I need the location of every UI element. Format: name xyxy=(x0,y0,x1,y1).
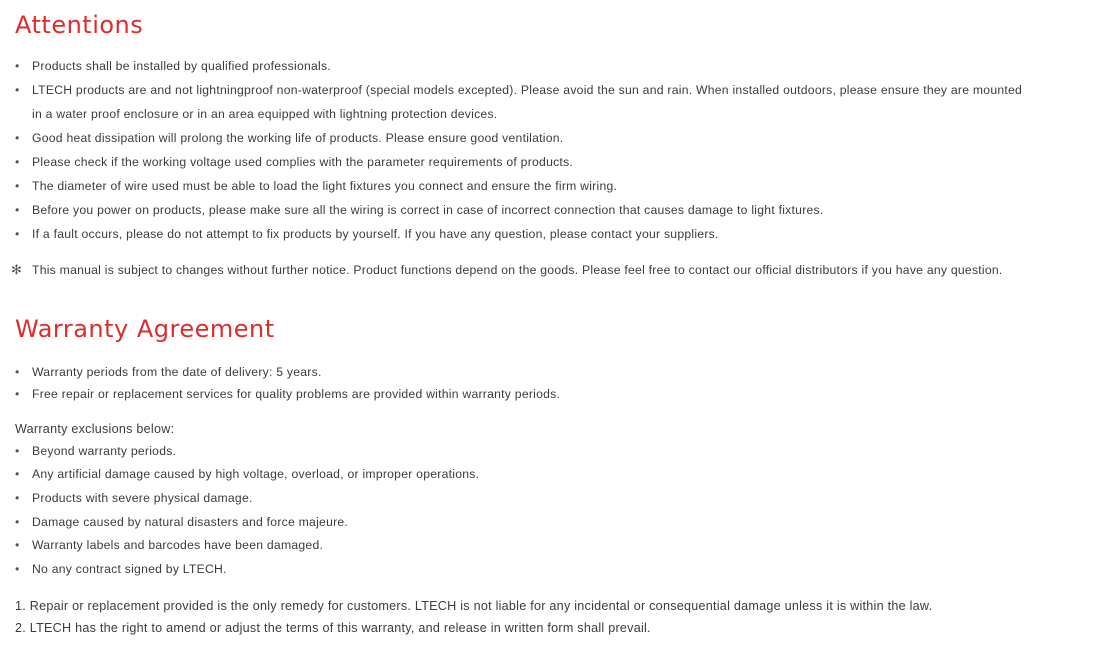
attention-item-text: Good heat dissipation will prolong the working life of products. Please ensure good ventilation. xyxy=(32,131,564,145)
exclusion-item-text: No any contract signed by LTECH. xyxy=(32,562,227,576)
warranty-heading: Warranty Agreement xyxy=(15,315,275,343)
exclusions-label: Warranty exclusions below: xyxy=(15,422,175,436)
bullet-icon: • xyxy=(15,227,20,241)
attention-item-text: Please check if the working voltage used complies with the parameter requirements of products. xyxy=(32,155,574,169)
bullet-icon: • xyxy=(15,562,20,576)
bullet-icon: • xyxy=(15,179,20,193)
bullet-icon: • xyxy=(15,467,20,481)
manual-notice-text: This manual is subject to changes without further notice. Product functions depend on the goods. Please feel free to contact our official distributors if you have any question. xyxy=(32,263,1003,277)
bullet-icon: • xyxy=(15,515,20,529)
attention-item-text: The diameter of wire used must be able to load the light fixtures you connect and ensure the firm wiring. xyxy=(32,179,618,193)
bullet-icon: • xyxy=(15,491,20,505)
bullet-icon: • xyxy=(15,131,20,145)
bullet-icon: • xyxy=(15,538,20,552)
bullet-icon: • xyxy=(15,59,20,73)
attention-item-continuation: in a water proof enclosure or in an area equipped with lightning protection devices. xyxy=(32,107,498,121)
bullet-icon: • xyxy=(15,365,20,379)
attention-item-text: LTECH products are and not lightningproof non-waterproof (special models excepted). Please avoid the sun and rain. When installed outdoors, please ensure they are mounted xyxy=(32,83,1023,97)
attentions-heading: Attentions xyxy=(15,11,144,39)
warranty-item-text: Warranty periods from the date of delivery: 5 years. xyxy=(32,365,322,379)
warranty-term: 2. LTECH has the right to amend or adjust the terms of this warranty, and release in written form shall prevail. xyxy=(15,621,651,635)
exclusion-item-text: Warranty labels and barcodes have been damaged. xyxy=(32,538,324,552)
asterisk-icon: ✻ xyxy=(11,262,23,277)
exclusion-item-text: Products with severe physical damage. xyxy=(32,491,253,505)
exclusion-item-text: Any artificial damage caused by high voltage, overload, or improper operations. xyxy=(32,467,480,481)
bullet-icon: • xyxy=(15,83,20,97)
attention-item-text: Before you power on products, please make sure all the wiring is correct in case of incorrect connection that causes damage to light fixtures. xyxy=(32,203,824,217)
attention-item-text: If a fault occurs, please do not attempt to fix products by yourself. If you have any question, please contact your suppliers. xyxy=(32,227,719,241)
bullet-icon: • xyxy=(15,444,20,458)
bullet-icon: • xyxy=(15,203,20,217)
warranty-item-text: Free repair or replacement services for quality problems are provided within warranty periods. xyxy=(32,387,561,401)
bullet-icon: • xyxy=(15,155,20,169)
exclusion-item-text: Beyond warranty periods. xyxy=(32,444,177,458)
exclusion-item-text: Damage caused by natural disasters and force majeure. xyxy=(32,515,349,529)
warranty-term: 1. Repair or replacement provided is the only remedy for customers. LTECH is not liable for any incidental or consequential damage unless it is within the law. xyxy=(15,599,933,613)
attention-item-text: Products shall be installed by qualified professionals. xyxy=(32,59,331,73)
bullet-icon: • xyxy=(15,387,20,401)
